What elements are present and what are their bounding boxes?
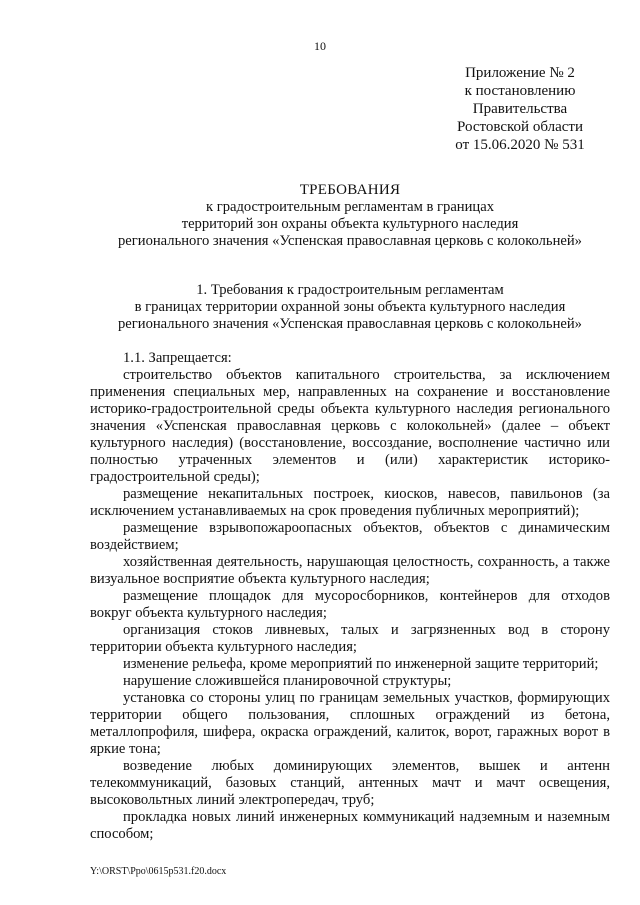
section-line: в границах территории охранной зоны объекта культурного наследия [134, 299, 566, 315]
section-line: 1. Требования к градостроительным регламентам [196, 282, 504, 298]
paragraph: установка со стороны улиц по границам земельных участков, формирующих территории общего пользования, сплошных ограждений из бетона, металлопрофиля, шифера, окраска ограждений, калиток, ворот, гаражных ворот в яркие тона; [90, 690, 610, 757]
document-body [90, 350, 610, 843]
paragraph: организация стоков ливневых, талых и загрязненных вод в сторону территории объекта культурного наследия; [90, 622, 610, 655]
section-line: регионального значения «Успенская православная церковь с колокольней» [118, 316, 582, 332]
appendix-line: Правительства [472, 101, 568, 117]
paragraph: хозяйственная деятельность, нарушающая целостность, сохранность, а также визуальное восприятие объекта культурного наследия; [90, 554, 610, 587]
title-line: регионального значения «Успенская православная церковь с колокольней» [118, 233, 582, 249]
section-heading [90, 282, 610, 333]
subsection-heading: 1.1. Запрещается: [123, 350, 232, 366]
paragraph: строительство объектов капитального строительства, за исключением применения специальных мер, направленных на сохранение и восстановление историко-градостроительной среды объекта культурного наследия регионального значения «Успенская православная церковь с колокольней» (далее – объект культурного наследия) (восстановление, воссоздание, восполнение частично или полностью утраченных элементов и (или) характеристик историко-градостроительной среды); [90, 367, 610, 485]
document-title [90, 182, 610, 250]
title-heading: ТРЕБОВАНИЯ [299, 182, 401, 198]
paragraph: изменение рельефа, кроме мероприятий по инженерной защите территорий; [123, 656, 599, 672]
appendix-line: от 15.06.2020 № 531 [455, 137, 585, 153]
paragraph: размещение взрывопожароопасных объектов, объектов с динамическим воздействием; [90, 520, 610, 553]
title-line: территорий зон охраны объекта культурного наследия [181, 216, 519, 232]
appendix-line: Ростовской области [457, 119, 583, 135]
paragraph: размещение некапитальных построек, киосков, навесов, павильонов (за исключением устанавливаемых на срок проведения публичных мероприятий); [90, 486, 610, 519]
appendix-block [440, 64, 600, 154]
paragraph: прокладка новых линий инженерных коммуникаций надземным и наземным способом; [90, 809, 610, 842]
appendix-line: Приложение № 2 [465, 65, 575, 81]
page-number: 10 [314, 39, 326, 53]
file-path-footer: Y:\ORST\Ppo\0615p531.f20.docx [90, 866, 227, 877]
paragraph: возведение любых доминирующих элементов, вышек и антенн телекоммуникаций, базовых станций, антенных мачт и мачт освещения, высоковольтных линий электропередач, труб; [90, 758, 610, 808]
appendix-line: к постановлению [464, 83, 576, 99]
paragraph: нарушение сложившейся планировочной структуры; [123, 673, 452, 689]
paragraph: размещение площадок для мусоросборников, контейнеров для отходов вокруг объекта культурного наследия; [90, 588, 610, 621]
title-line: к градостроительным регламентам в границах [205, 199, 495, 215]
